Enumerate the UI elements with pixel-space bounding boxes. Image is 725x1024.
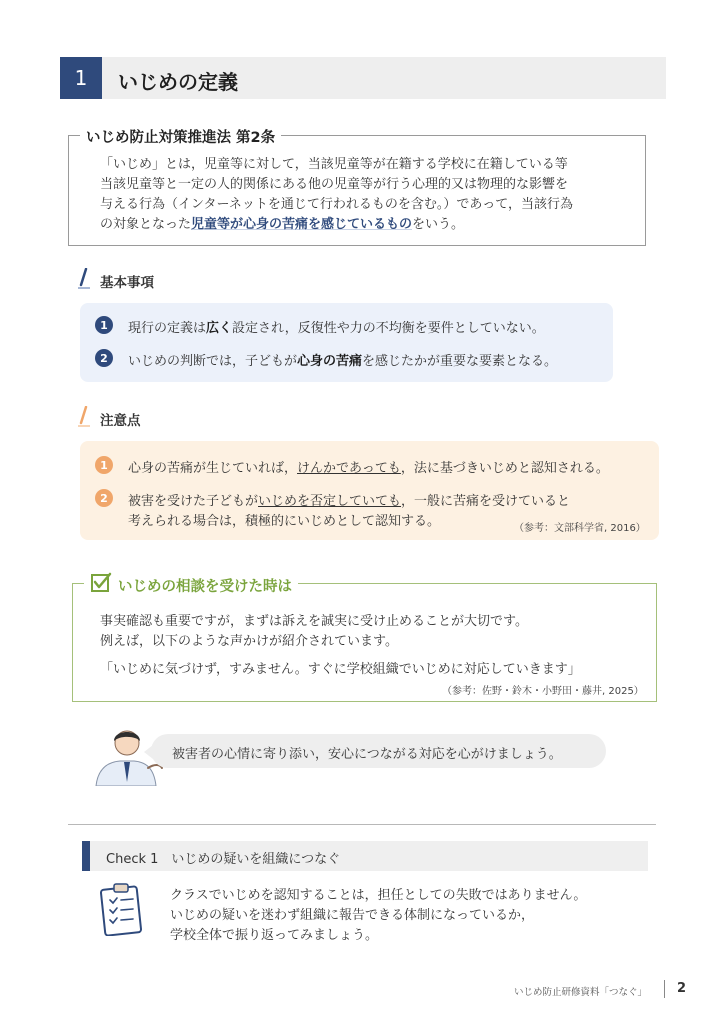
law-line-3: 与える行為（インターネットを通じて行われるものを含む。）であって，当該行為 bbox=[100, 197, 573, 212]
caution-item-2-underlined: いじめを否定していても bbox=[258, 494, 402, 509]
item-number-badge: 1 bbox=[95, 456, 113, 474]
pen-icon bbox=[76, 406, 92, 432]
basic-item-1 bbox=[128, 317, 545, 336]
caution-item-1-pre: 心身の苦痛が生じていれば， bbox=[128, 461, 298, 476]
item-number-badge: 2 bbox=[95, 349, 113, 367]
law-line-4 bbox=[100, 213, 464, 232]
checkbox-icon bbox=[90, 572, 112, 598]
basic-item-2-post: を感じたかが重要な要素となる。 bbox=[362, 354, 558, 369]
pen-icon bbox=[76, 268, 92, 294]
consult-line-2: 例えば，以下のような声かけが紹介されています。 bbox=[100, 634, 398, 649]
basic-box bbox=[80, 303, 613, 382]
footer-doc-title: いじめ防止研修資料「つなぐ」 bbox=[514, 987, 648, 998]
law-line-4-pre: の対象となった bbox=[100, 217, 192, 232]
law-line-2: 当該児童等と一定の人的関係にある他の児童等が行う心理的又は物理的な影響を bbox=[100, 177, 569, 192]
divider bbox=[68, 824, 656, 825]
basic-item-1-post: 設定され，反復性や力の不均衡を要件としていない。 bbox=[232, 321, 545, 336]
check-line-2: いじめの疑いを迷わず組織に報告できる体制になっているか， bbox=[170, 908, 535, 923]
item-number-badge: 1 bbox=[95, 316, 113, 334]
clipboard-checklist-icon bbox=[100, 882, 146, 940]
item-number-badge: 2 bbox=[95, 489, 113, 507]
consult-quote: 「いじめに気づけず，すみません。すぐに学校組織でいじめに対応していきます」 bbox=[100, 662, 581, 677]
check-title: Check 1 いじめの疑いを組織につなぐ bbox=[106, 852, 341, 867]
basic-heading: 基本事項 bbox=[100, 275, 154, 291]
check-line-1: クラスでいじめを認知することは，担任としての失敗ではありません。 bbox=[170, 888, 587, 903]
caution-item-1-post: ，法に基づきいじめと認知される。 bbox=[400, 461, 609, 476]
caution-item-2-pre: 被害を受けた子どもが bbox=[128, 494, 259, 509]
consult-reference: （参考：佐野・鈴木・小野田・藤井, 2025） bbox=[442, 686, 644, 697]
consult-heading bbox=[84, 572, 298, 598]
section-number: 1 bbox=[60, 57, 102, 99]
caution-item-1-underlined: けんかであっても bbox=[297, 461, 401, 476]
caution-reference: （参考：文部科学省, 2016） bbox=[514, 523, 646, 534]
law-heading: いじめ防止対策推進法 第2条 bbox=[80, 126, 281, 147]
caution-item-2-line-2: 考えられる場合は，積極的にいじめとして認知する。 bbox=[128, 514, 441, 529]
basic-item-1-bold: 広く bbox=[206, 321, 233, 336]
caution-item-2 bbox=[128, 490, 570, 509]
law-line-4-post: をいう。 bbox=[412, 217, 465, 232]
consult-line-1: 事実確認も重要ですが，まずは訴えを誠実に受け止めることが大切です。 bbox=[100, 614, 528, 629]
speech-bubble-tail bbox=[144, 745, 153, 759]
law-highlight: 児童等が心身の苦痛を感じているもの bbox=[191, 217, 413, 232]
footer-separator bbox=[664, 980, 665, 998]
law-line-1: 「いじめ」とは，児童等に対して，当該児童等が在籍する学校に在籍している等 bbox=[100, 157, 568, 172]
consult-title: いじめの相談を受けた時は bbox=[118, 578, 292, 595]
speech-text: 被害者の心情に寄り添い，安心につながる対応を心がけましょう。 bbox=[172, 747, 562, 762]
check-accent bbox=[82, 841, 90, 871]
basic-item-1-pre: 現行の定義は bbox=[128, 321, 207, 336]
check-line-3: 学校全体で振り返ってみましょう。 bbox=[170, 928, 379, 943]
basic-item-2-pre: いじめの判断では，子どもが bbox=[128, 354, 298, 369]
caution-heading: 注意点 bbox=[100, 413, 141, 429]
basic-item-2 bbox=[128, 350, 557, 369]
section-title: いじめの定義 bbox=[118, 70, 238, 94]
caution-item-1 bbox=[128, 457, 609, 476]
basic-item-2-bold: 心身の苦痛 bbox=[297, 354, 363, 369]
caution-item-2-post: ，一般に苦痛を受けていると bbox=[401, 494, 571, 509]
page-number: 2 bbox=[677, 981, 687, 996]
